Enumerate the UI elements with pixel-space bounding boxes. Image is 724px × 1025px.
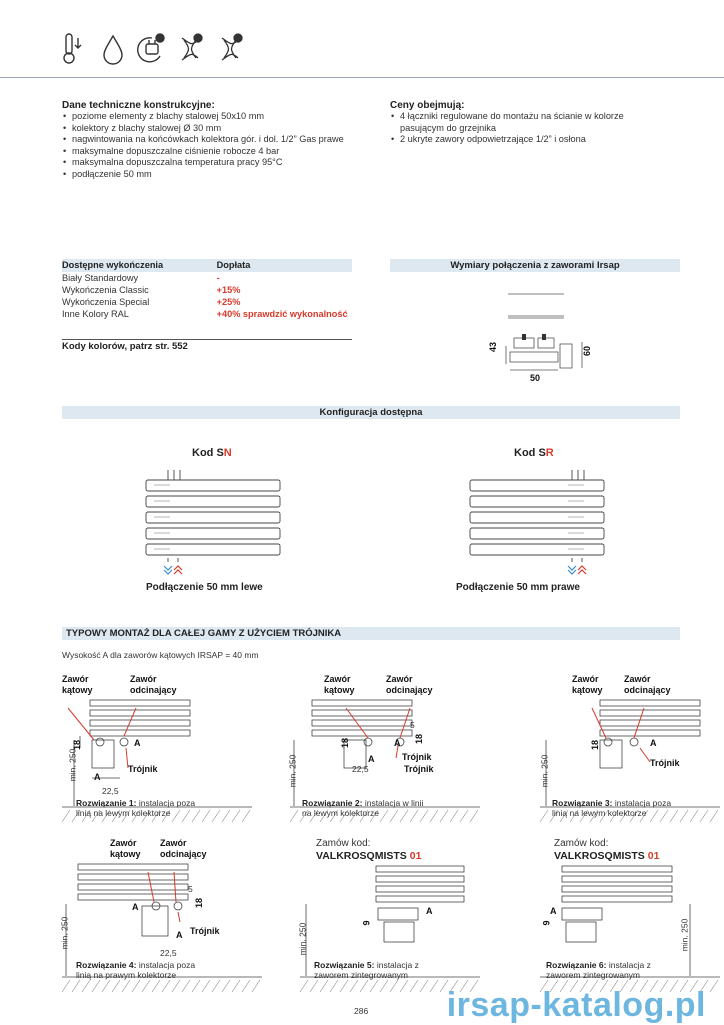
header-divider <box>0 77 724 78</box>
solution-6 <box>540 838 724 998</box>
outflow-arrow-icon <box>174 566 182 574</box>
list-item: • nagwintowania na końcówkach kolektora gór. i dol. 1/2” Gas prawe <box>62 134 362 146</box>
finishes-col-header: Dostępne wykończenia <box>62 260 164 271</box>
finish-name: Inne Kolory RAL <box>62 308 129 319</box>
solution-caption: Rozwiązanie 2: instalacja w linii na lewym kolektorze <box>302 798 424 818</box>
page-number: 286 <box>354 1006 369 1016</box>
finishes-table <box>58 259 354 320</box>
code-suffix: N <box>223 447 232 459</box>
tee-label: Trójnik <box>404 764 434 774</box>
finish-price: - <box>216 272 220 283</box>
connection-dimensions-drawing <box>480 282 600 382</box>
watermark-text: irsap-katalog.pl <box>446 986 706 1024</box>
dim-5: 5 <box>410 720 415 730</box>
solution-3 <box>540 674 724 830</box>
min-height-label: min. 250 <box>67 748 78 782</box>
mount-subtitle: Wysokość A dla zaworów kątowych IRSAP = 40 mm <box>62 650 259 660</box>
angle-valve-label: Zawór kątowy <box>324 674 355 695</box>
solution-caption: Rozwiązanie 4: instalacja poza linią na prawym kolektorze <box>76 960 196 980</box>
config-title: Konfiguracja dostępna <box>319 407 423 418</box>
order-code: VALKROSQMISTS 01 <box>554 850 660 862</box>
sn-caption: Podłączenie 50 mm lewe <box>146 582 263 593</box>
radiator-sn-drawing <box>140 470 290 580</box>
tee-label: Trójnik <box>650 758 680 768</box>
list-item: • maksymalne dopuszczalne ciśnienie robocze 4 bar <box>62 146 362 158</box>
dim-a: A <box>134 738 141 748</box>
angle-valve-label: Zawór kątowy <box>572 674 603 695</box>
water-drop-icon <box>104 36 122 64</box>
solution-caption: Rozwiązanie 6: instalacja z zaworem zintegrowanym <box>546 960 651 980</box>
code-prefix: Kod S <box>514 447 546 459</box>
solution-caption: Rozwiązanie 1: instalacja poza linią na lewym kolektorze <box>76 798 196 818</box>
dim-a: A <box>176 930 183 940</box>
min-height-label: min. 250 <box>679 918 690 952</box>
finish-price: +15% <box>216 284 241 295</box>
order-code: VALKROSQMISTS 01 <box>316 850 422 862</box>
feature-icons <box>60 32 260 66</box>
shutoff-valve-label: Zawór odcinający <box>130 674 177 695</box>
solution-caption: Rozwiązanie 3: instalacja poza linią na lewym kolektorze <box>552 798 672 818</box>
list-item: • 4 łączniki regulowane do montażu na ścianie w kolorze pasującym do grzejnika <box>390 111 670 134</box>
electric-plug-icon <box>138 34 164 62</box>
finish-name: Biały Standardowy <box>62 272 139 283</box>
dim-a: A <box>426 906 433 916</box>
tee-label: Trójnik <box>190 926 220 936</box>
dim-22-5: 22,5 <box>160 948 177 958</box>
dim-9: 9 <box>541 920 552 926</box>
thermometer-down-icon <box>64 34 81 63</box>
inflow-arrow-icon <box>568 566 576 574</box>
dimension-60: 60 <box>582 345 593 357</box>
dim-a: A <box>550 906 557 916</box>
shutoff-valve-label: Zawór odcinający <box>160 838 207 859</box>
dim-18: 18 <box>340 737 351 749</box>
cross-fan-plus-icon <box>182 34 202 60</box>
solution-5 <box>297 838 480 998</box>
mount-header-bar <box>62 627 680 640</box>
dim-a: A <box>368 754 375 764</box>
code-suffix: R <box>545 447 554 459</box>
code-sn-label <box>192 447 232 459</box>
prices-list <box>390 111 670 146</box>
dim-22-5: 22,5 <box>352 764 369 774</box>
construction-heading: Dane techniczne konstrukcyjne: <box>62 100 215 111</box>
solution-1 <box>62 674 252 830</box>
dim-a: A <box>132 902 139 912</box>
finishes-divider <box>62 339 352 340</box>
order-code-label: Zamów kod: <box>316 838 371 849</box>
config-header-bar <box>62 406 680 419</box>
dim-22-5: 22,5 <box>102 786 119 796</box>
finish-price: +25% <box>216 296 241 307</box>
dim-a: A <box>650 738 657 748</box>
list-item: • poziome elementy z blachy stalowej 50x10 mm <box>62 111 362 123</box>
solution-2 <box>287 674 480 830</box>
prices-section <box>390 100 670 146</box>
dim-18: 18 <box>194 897 205 909</box>
dim-5: 5 <box>188 884 193 894</box>
dimensions-header-bar <box>390 259 680 272</box>
dim-18: 18 <box>72 739 83 751</box>
construction-section <box>62 100 362 180</box>
solution-4 <box>59 838 262 998</box>
code-prefix: Kod S <box>192 447 224 459</box>
min-height-label: min. 250 <box>59 916 70 950</box>
dim-9: 9 <box>361 920 372 926</box>
order-code-label: Zamów kod: <box>554 838 609 849</box>
min-height-label: min. 250 <box>287 754 298 788</box>
prices-heading: Ceny obejmują: <box>390 100 465 111</box>
cross-fan-plus-icon <box>222 34 242 60</box>
dim-a: A <box>394 738 401 748</box>
angle-valve-label: Zawór kątowy <box>62 674 93 695</box>
finish-price: +40% sprawdzić wykonalność <box>216 308 348 319</box>
radiator-sr-drawing <box>462 470 612 580</box>
shutoff-valve-label: Zawór odcinający <box>624 674 671 695</box>
code-sr-label <box>514 447 554 459</box>
angle-valve-label: Zawór kątowy <box>110 838 141 859</box>
tee-label: Trójnik <box>128 764 158 774</box>
surcharge-col-header: Dopłata <box>216 260 251 271</box>
list-item: • maksymalna dopuszczalna temperatura pracy 95°C <box>62 157 362 169</box>
dim-18: 18 <box>590 739 601 751</box>
shutoff-valve-label: Zawór odcinający <box>386 674 433 695</box>
color-codes-note: Kody kolorów, patrz str. 552 <box>62 341 188 352</box>
solution-caption: Rozwiązanie 5: instalacja z zaworem zintegrowanym <box>314 960 419 980</box>
list-item: • kolektory z blachy stalowej Ø 30 mm <box>62 123 362 135</box>
min-height-label: min. 250 <box>539 754 550 788</box>
finish-name: Wykończenia Special <box>62 296 150 307</box>
dimensions-title: Wymiary połączenia z zaworami Irsap <box>450 260 620 271</box>
finish-name: Wykończenia Classic <box>62 284 149 295</box>
list-item: • podłączenie 50 mm <box>62 169 362 181</box>
dim-a: A <box>94 772 101 782</box>
sr-caption: Podłączenie 50 mm prawe <box>456 582 580 593</box>
inflow-arrow-icon <box>164 566 172 574</box>
construction-list <box>62 111 362 180</box>
dim-18: 18 <box>414 733 425 745</box>
list-item: • 2 ukryte zawory odpowietrzające 1/2” i osłona <box>390 134 670 146</box>
outflow-arrow-icon <box>578 566 586 574</box>
tee-label: Trójnik <box>402 752 432 762</box>
dimension-50: 50 <box>530 373 541 383</box>
dimension-43: 43 <box>488 341 499 353</box>
min-height-label: min. 250 <box>297 922 308 956</box>
mount-title: TYPOWY MONTAŻ DLA CAŁEJ GAMY Z UŻYCIEM TRÓJNIKA <box>66 628 342 639</box>
